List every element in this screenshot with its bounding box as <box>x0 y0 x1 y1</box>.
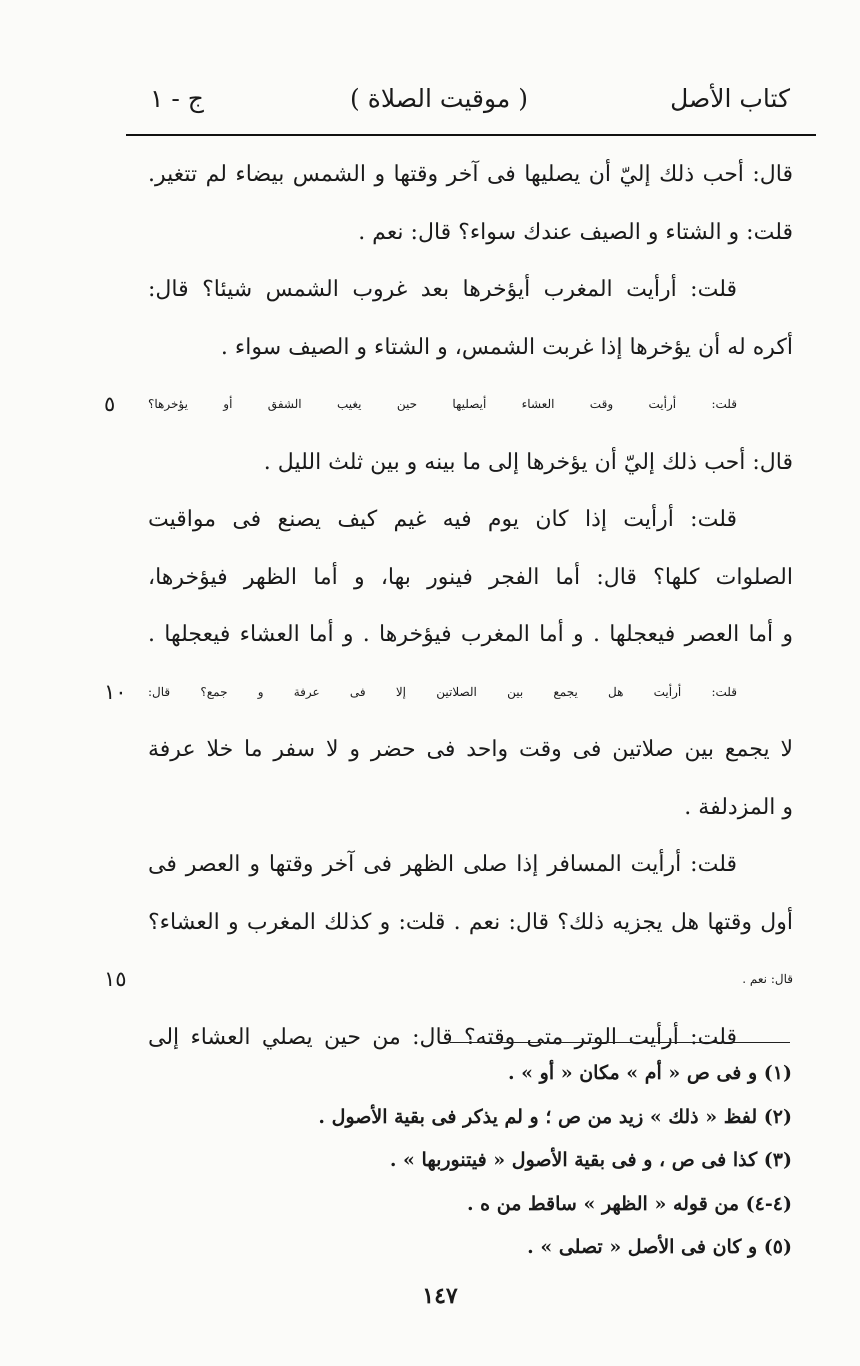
text-line: قلت: و الشتاء و الصيف عندك سواء؟ قال: نعم . <box>358 219 793 245</box>
text-line: قال: أحب ذلك إليّ أن يؤخرها إلى ما بينه و بين ثلث الليل . <box>263 449 793 475</box>
header-rule <box>126 134 816 136</box>
footnotes <box>150 1052 792 1270</box>
text-line: قلت: أرأيت هل يجمع بين الصلاتين إلا فى عرفة و جمع؟ قال: ١٠ <box>148 664 793 722</box>
line-number-marker: ١٠ <box>104 679 127 704</box>
text-line: الصلوات كلها؟ قال: أما الفجر فينور بها، و أما الظهر فيؤخرها، <box>148 564 793 590</box>
text-line: قلت: أرأيت وقت العشاء أيصليها حين يغيب الشفق أو يؤخرها؟ ٥ <box>148 376 793 434</box>
volume-label: ج - ١ <box>150 84 204 113</box>
line-number-marker: ١٥ <box>104 967 127 991</box>
main-text <box>104 146 793 1066</box>
running-header <box>150 84 790 124</box>
footnote: (٢) لفظ « ذلك » زيد من ص ؛ و لم يذكر فى بقية الأصول . <box>318 1105 792 1128</box>
footnote: (١) و فى ص « أم » مكان « أو » . <box>507 1062 792 1084</box>
text-line: أول وقتها هل يجزيه ذلك؟ قال: نعم . قلت: و كذلك المغرب و العشاء؟ <box>148 909 793 935</box>
text-line: و المزدلفة . <box>684 794 793 820</box>
footnote: (٣) كذا فى ص ، و فى بقية الأصول « فيتنوربها » . <box>389 1149 792 1171</box>
text-line: قلت: أرأيت الوتر متى وقته؟ قال: من حين يصلي العشاء إلى <box>148 1024 737 1050</box>
text-line: أكره له أن يؤخرها إذا غربت الشمس، و الشتاء و الصيف سواء . <box>220 334 793 360</box>
text-line: لا يجمع بين صلاتين فى وقت واحد فى حضر و لا سفر ما خلا عرفة <box>148 737 793 762</box>
text-line: قلت: أرأيت المغرب أيؤخرها بعد غروب الشمس شيئا؟ قال: <box>148 277 737 302</box>
text-line: قال: أحب ذلك إليّ أن يصليها فى آخر وقتها و الشمس بيضاء لم تتغير. <box>148 162 793 187</box>
text-line: قال: نعم . ١٥ <box>148 951 793 1009</box>
page-number: ١٤٧ <box>422 1283 458 1309</box>
text-line: قلت: أرأيت إذا كان يوم فيه غيم كيف يصنع فى مواقيت <box>148 507 737 532</box>
footnote: (٤-٤) من قوله « الظهر » ساقط من ه . <box>466 1192 792 1215</box>
footnote: (٥) و كان فى الأصل « تصلى » . <box>527 1236 792 1258</box>
section-title: ( موقيت الصلاة ) <box>350 84 528 113</box>
book-title: كتاب الأصل <box>670 84 790 113</box>
text-line: قلت: أرأيت المسافر إذا صلى الظهر فى آخر وقتها و العصر فى <box>148 852 737 877</box>
footnote-rule <box>450 1042 790 1043</box>
text-line: و أما العصر فيعجلها . و أما المغرب فيؤخرها . و أما العشاء فيعجلها . <box>148 622 793 647</box>
line-number-marker: ٥ <box>104 392 116 416</box>
